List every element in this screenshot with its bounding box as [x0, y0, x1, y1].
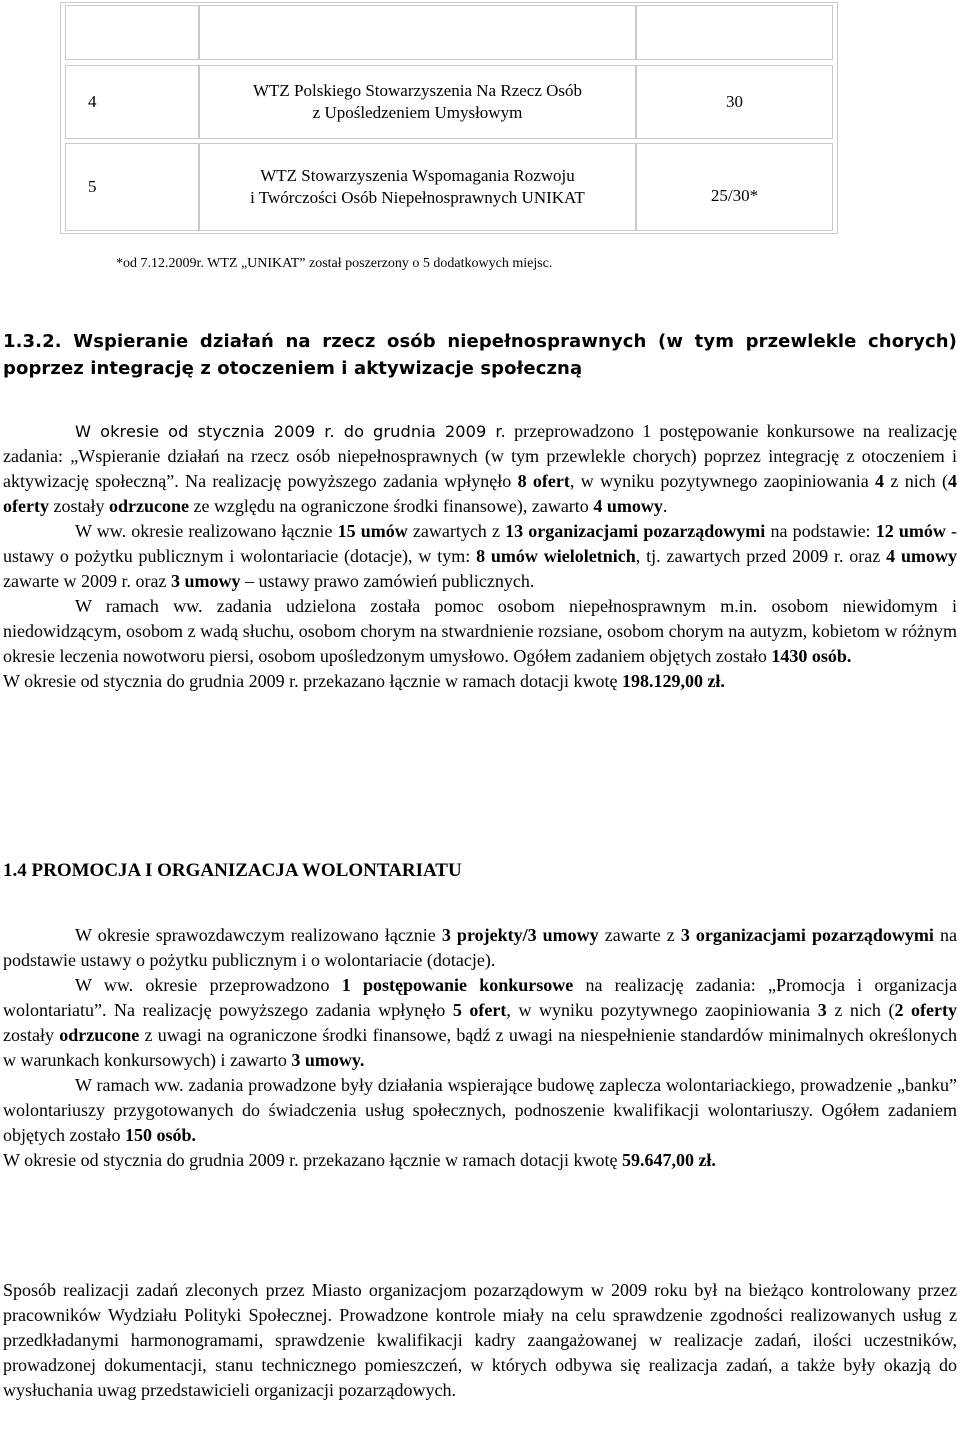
- paragraph: W okresie od stycznia 2009 r. do grudnia 2009 r. przeprowadzono 1 postępowanie konkursowe na realizację zadania: „Wspieranie działań na rzecz osób niepełnosprawnych (w tym przewlekle chorych) poprzez integrację z otoczeniem i aktywizację społeczną”. Na realizację powyższego zadania wpłynęło 8 ofert, w wyniku pozytywnego zaopiniowania 4 z nich (4 oferty zostały odrzucone ze względu na ograniczone środki finansowe), zawarto 4 umowy.: [3, 421, 958, 516]
- table-cell-no: 5: [65, 143, 199, 231]
- table-cell-count: 30: [636, 65, 833, 139]
- section-1-4-body: [3, 923, 957, 1173]
- org-name-line: i Twórczości Osób Niepełnosprawnych UNIKAT: [250, 188, 585, 207]
- paragraph: W okresie od stycznia do grudnia 2009 r. przekazano łącznie w ramach dotacji kwotę 198.129,00 zł.: [3, 671, 725, 691]
- table-cell-count: 25/30*: [636, 143, 833, 231]
- org-name-line: z Upośledzeniem Umysłowym: [312, 103, 523, 122]
- organizations-table: [60, 2, 838, 234]
- table-row: [65, 5, 833, 60]
- section-heading: 1.3.2. Wspieranie działań na rzecz osób niepełnosprawnych (w tym przewlekle chorych) poprzez integrację z otoczeniem i aktywizacje społeczną: [3, 331, 957, 379]
- paragraph: W ww. okresie realizowano łącznie 15 umów zawartych z 13 organizacjami pozarządowymi na podstawie: 12 umów - ustawy o pożytku publicznym i wolontariacie (dotacje), w tym: 8 umów wieloletnich, tj. zawartych przed 2009 r. oraz 4 umowy zawarte w 2009 r. oraz 3 umowy – ustawy prawo zamówień publicznych.: [3, 521, 957, 591]
- table-cell-name: [199, 143, 636, 231]
- table-row: [65, 143, 833, 231]
- table-cell-no: 4: [65, 65, 199, 139]
- closing-section: [3, 1278, 957, 1403]
- paragraph: W ww. okresie przeprowadzono 1 postępowanie konkursowe na realizację zadania: „Promocja i organizacja wolontariatu”. Na realizację powyższego zadania wpłynęło 5 ofert, w wyniku pozytywnego zaopiniowania 3 z nich (2 oferty zostały odrzucone z uwagi na ograniczone środki finansowe, bądź z uwagi na niespełnienie standardów minimalnych określonych w warunkach konkursowych) i zawarto 3 umowy.: [3, 975, 958, 1070]
- table-footnote: *od 7.12.2009r. WTZ „UNIKAT” został poszerzony o 5 dodatkowych miejsc.: [116, 256, 553, 271]
- table-cell-name: [199, 65, 636, 139]
- paragraph: W okresie sprawozdawczym realizowano łącznie 3 projekty/3 umowy zawarte z 3 organizacjami pozarządowymi na podstawie ustawy o pożytku publicznym i o wolontariacie (dotacje).: [3, 925, 957, 970]
- table-row: [65, 65, 833, 139]
- table-cell-name: [199, 5, 636, 60]
- paragraph: W ramach ww. zadania prowadzone były działania wspierające budowę zaplecza wolontariackiego, prowadzenie „banku” wolontariuszy przygotowanych do świadczenia usług społecznych, podnoszenie kwalifikacji wolontariuszy. Ogółem zadaniem objętych zostało 150 osób.: [3, 1075, 957, 1145]
- org-name-line: WTZ Stowarzyszenia Wspomagania Rozwoju: [260, 166, 575, 185]
- section-1-3-2: [3, 328, 957, 382]
- paragraph: W ramach ww. zadania udzielona została pomoc osobom niepełnosprawnym m.in. osobom niewidomym i niedowidzącym, osobom z wadą słuchu, osobom chorym na stwardnienie rozsiane, osobom chorym na autyzm, kobietom w różnym okresie leczenia nowotworu piersi, osobom upośledzonym umysłowo. Ogółem zadaniem objętych zostało 1430 osób.: [3, 596, 957, 666]
- table-cell-count: [636, 5, 833, 60]
- paragraph: W okresie od stycznia do grudnia 2009 r. przekazano łącznie w ramach dotacji kwotę 59.647,00 zł.: [3, 1150, 716, 1170]
- section-1-4-heading: 1.4 PROMOCJA I ORGANIZACJA WOLONTARIATU: [3, 860, 462, 881]
- table-cell-no: [65, 5, 199, 60]
- org-name-line: WTZ Polskiego Stowarzyszenia Na Rzecz Osób: [252, 81, 583, 100]
- paragraph: Sposób realizacji zadań zleconych przez Miasto organizacjom pozarządowym w 2009 roku był na bieżąco kontrolowany przez pracowników Wydziału Polityki Społecznej. Prowadzone kontrole miały na celu sprawdzenie zgodności realizowanych usług z przedkładanymi harmonogramami, sprawdzenie kwalifikacji kadry zaangażowanej w realizacje zadań, ilości uczestników, prowadzonej dokumentacji, stanu technicznego pomieszczeń, w których odbywa się realizacja zadań, a także były okazją do wysłuchania uwag przedstawicieli organizacji pozarządowych.: [3, 1280, 957, 1400]
- section-1-3-2-body: [3, 419, 957, 694]
